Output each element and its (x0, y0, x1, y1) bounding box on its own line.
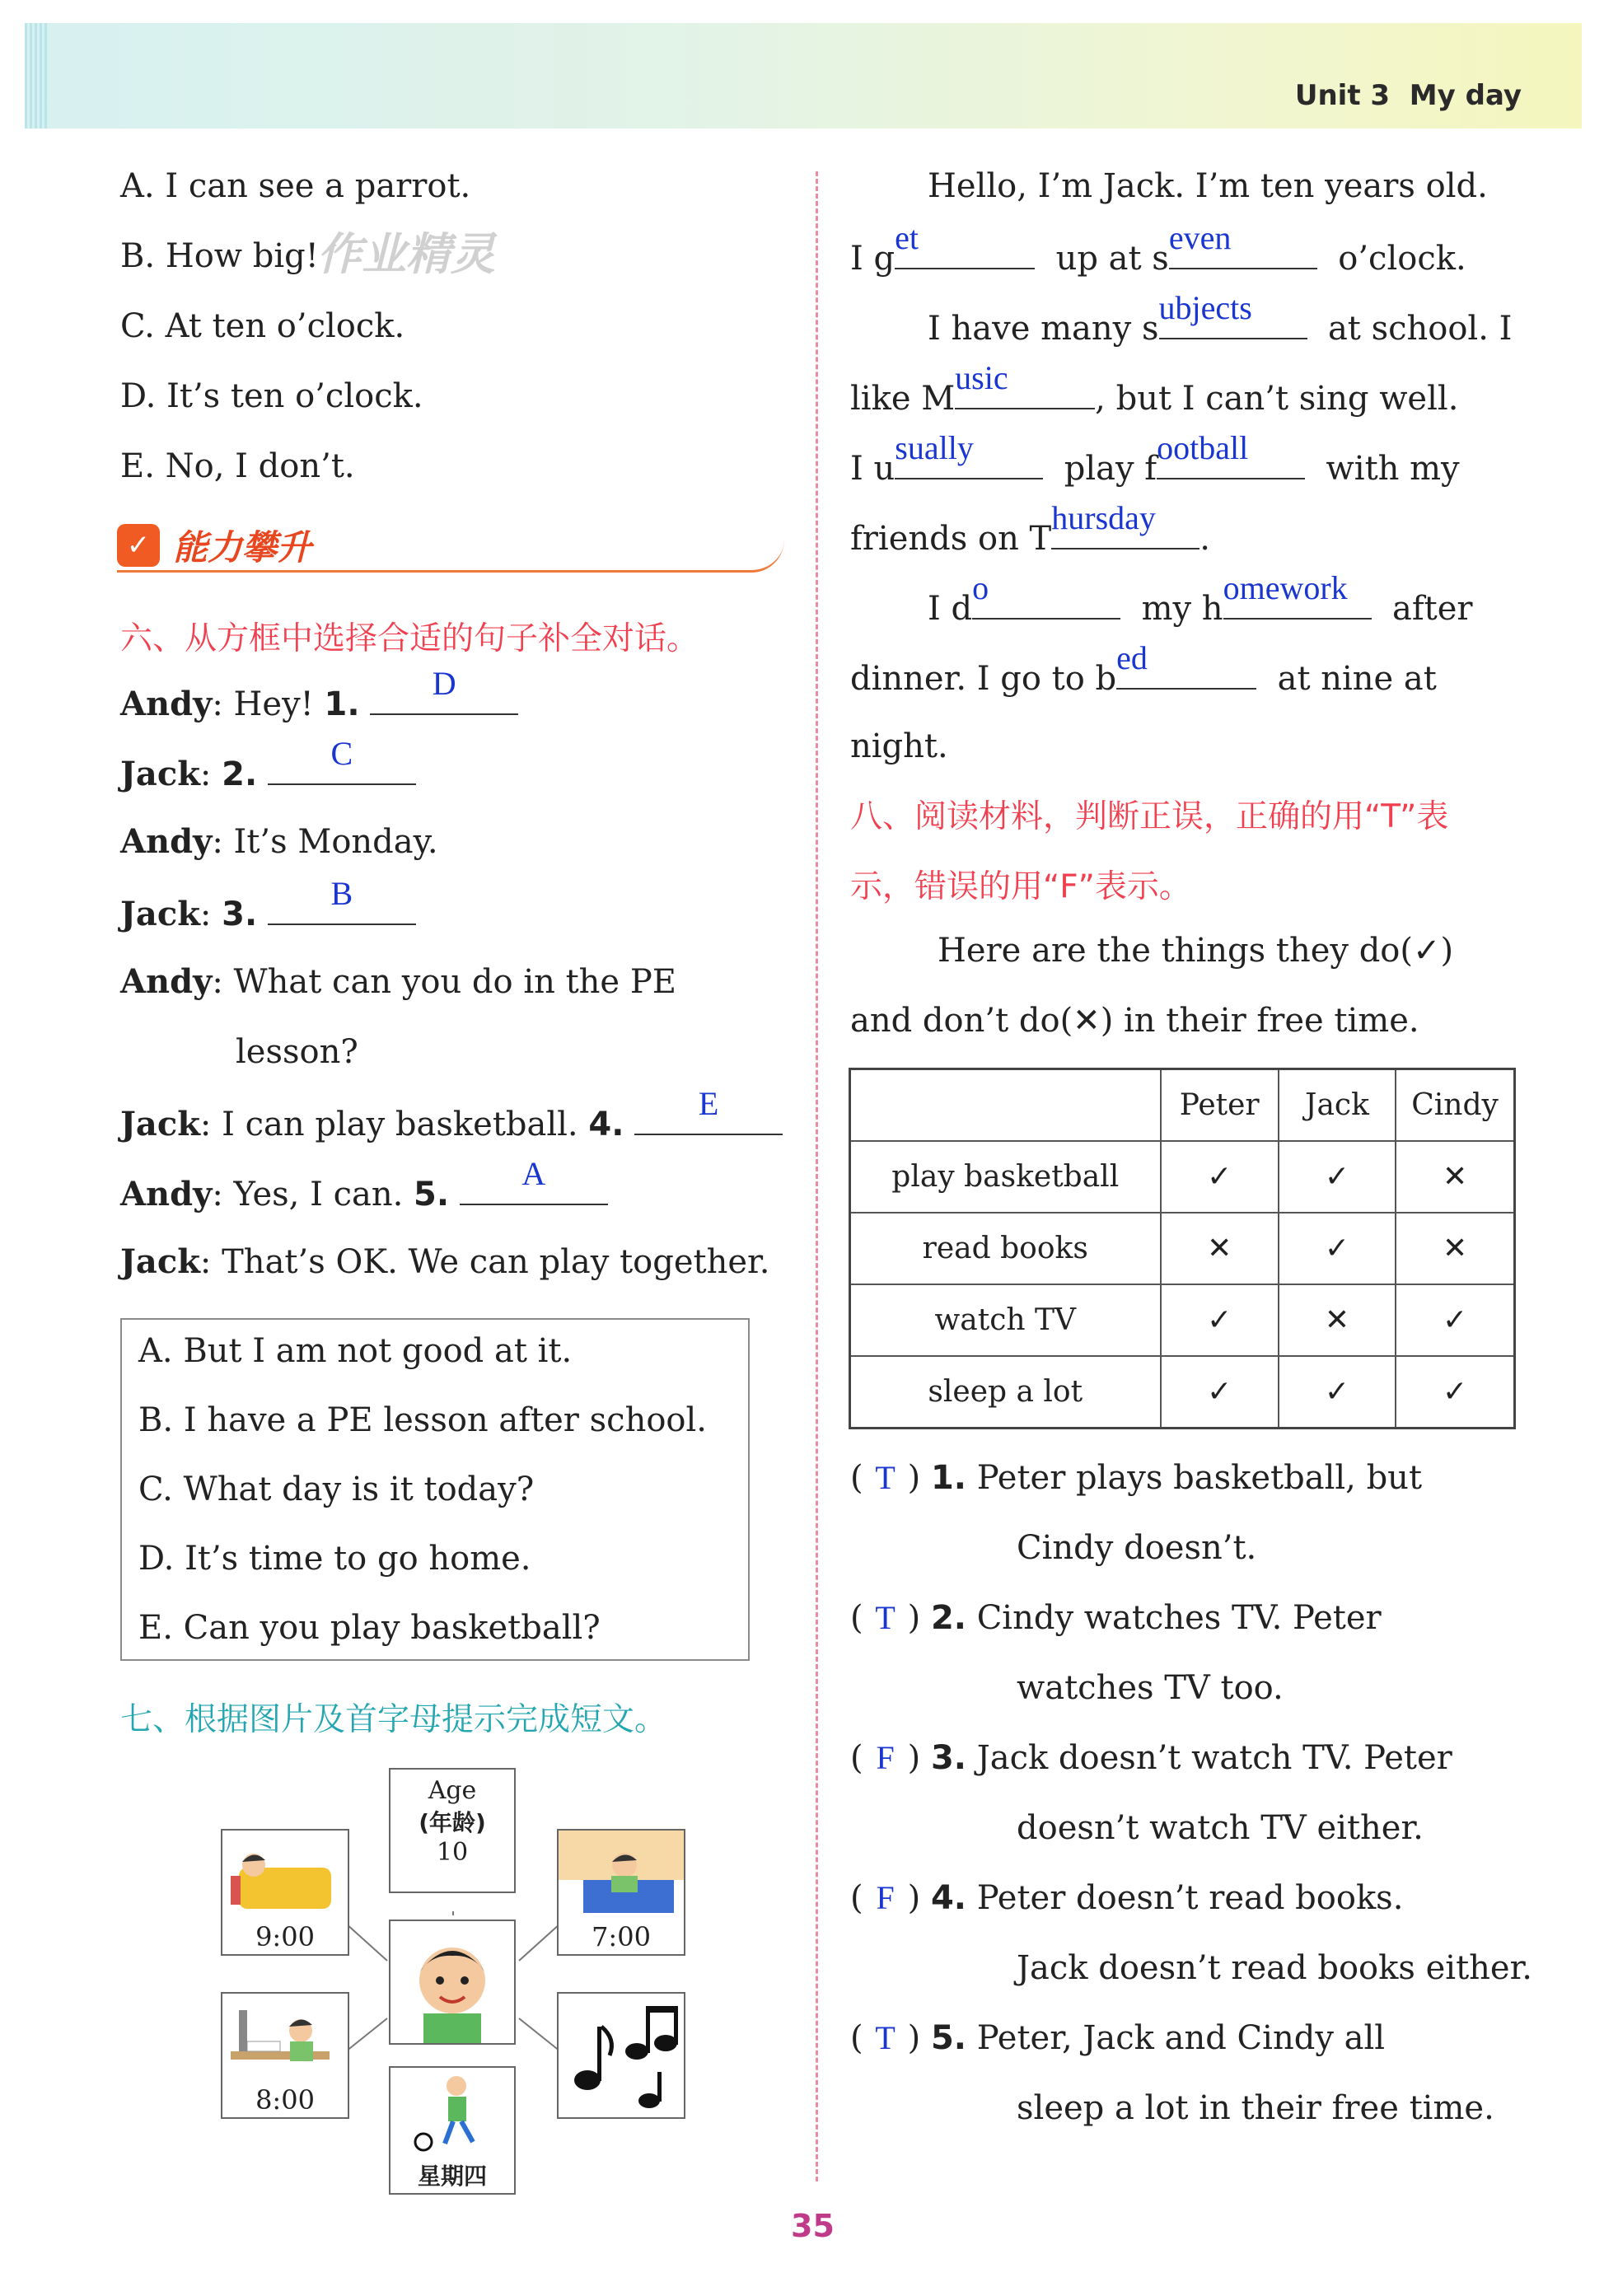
option-d-top: D. It’s ten o’clock. (120, 377, 423, 415)
waking-boy-icon (559, 1831, 684, 1921)
tf-item-4: ( F ) 4. Peter doesn’t read books. (850, 1879, 1404, 1917)
activity-table (849, 1068, 1516, 1429)
q6-line-2: Jack: 2. C (120, 752, 416, 794)
passage-line-1: Hello, I’m Jack. I’m ten years old. (928, 167, 1488, 205)
table-cell: play basketball (850, 1141, 1161, 1213)
football-boy-icon (390, 2068, 514, 2158)
tf-item-2-line-2: watches TV too. (1017, 1669, 1284, 1707)
q6-option-b: B. I have a PE lesson after school. (138, 1401, 707, 1439)
tf-item-3-line-2: doesn’t watch TV either. (1017, 1809, 1424, 1847)
answer-3: B (330, 875, 353, 912)
q6-option-a: A. But I am not good at it. (138, 1332, 573, 1370)
table-cell: ✕ (1396, 1141, 1514, 1213)
table-cell: ✕ (1161, 1213, 1279, 1284)
tf-answer-1: T (875, 1459, 896, 1496)
q6-line-5b: lesson? (236, 1033, 358, 1071)
table-header (850, 1069, 1161, 1142)
table-row (850, 1356, 1515, 1429)
table-cell: ✓ (1279, 1141, 1396, 1213)
age-label: Age (428, 1776, 477, 1805)
q6-line-5: Andy: What can you do in the PE (120, 962, 676, 1001)
section-title: 能力攀升 (173, 527, 312, 568)
table-row (850, 1141, 1515, 1213)
table-row (850, 1213, 1515, 1284)
tf-item-1-line-2: Cindy doesn’t. (1017, 1529, 1257, 1567)
option-e-top: E. No, I don’t. (120, 447, 355, 485)
age-value: 10 (436, 1838, 469, 1867)
answer-subjects: ubjects (1158, 289, 1252, 326)
page-number: 35 (791, 2208, 835, 2244)
answer-music: usic (955, 359, 1008, 396)
answer-do: o (972, 569, 989, 606)
tf-item-1: ( T ) 1. Peter plays basketball, but (850, 1459, 1423, 1497)
tf-item-5: ( T ) 5. Peter, Jack and Cindy all (850, 2019, 1386, 2057)
table-header-row (850, 1069, 1515, 1142)
sleep-picture (221, 1829, 349, 1956)
table-cell: ✕ (1279, 1284, 1396, 1356)
option-c-top: C. At ten o’clock. (120, 307, 405, 345)
wake-time: 7:00 (592, 1921, 651, 1952)
table-cell: read books (850, 1213, 1161, 1284)
answer-thursday: hursday (1051, 499, 1156, 536)
table-cell: ✓ (1161, 1141, 1279, 1213)
answer-get: et (895, 219, 919, 256)
passage-line-6: friends on T hursday . (850, 499, 1210, 558)
q6-line-6: Jack: I can play basketball. 4. E (120, 1102, 783, 1144)
answer-bed: ed (1116, 639, 1148, 676)
passage-line-9: night. (850, 727, 948, 765)
passage-line-4: like M usic , but I can’t sing well. (850, 359, 1459, 418)
tf-answer-4: F (876, 1879, 895, 1916)
passage-line-3: I have many s ubjects at school. I (928, 289, 1513, 348)
passage-line-5: I u sually play f ootball with my (850, 429, 1460, 488)
table-cell: watch TV (850, 1284, 1161, 1356)
homework-time: 8:00 (255, 2084, 315, 2116)
tf-item-3: ( F ) 3. Jack doesn’t watch TV. Peter (850, 1739, 1452, 1777)
homework-boy-icon (222, 1994, 348, 2084)
q6-option-e: E. Can you play basketball? (138, 1609, 601, 1647)
football-day: 星期四 (417, 2163, 487, 2190)
tf-answer-5: T (875, 2019, 896, 2056)
option-b-top: B. How big! (120, 237, 319, 275)
tf-item-5-line-2: sleep a lot in their free time. (1017, 2089, 1494, 2127)
music-picture (557, 1992, 685, 2119)
homework-picture (221, 1992, 349, 2119)
answer-homework: omework (1223, 569, 1348, 606)
unit-title: Unit 3 My day (1294, 79, 1522, 112)
table-cell: ✓ (1396, 1356, 1514, 1429)
table-cell: sleep a lot (850, 1356, 1161, 1429)
q6-line-1: Andy: Hey! 1. D (120, 682, 518, 724)
table-cell: ✕ (1396, 1213, 1514, 1284)
q8-title-1: 八、阅读材料，判断正误，正确的用“T”表 (850, 798, 1449, 835)
tf-answer-2: T (875, 1599, 896, 1636)
q6-line-7: Andy: Yes, I can. 5. A (120, 1172, 608, 1214)
answer-usually: sually (895, 429, 974, 466)
boy-face-icon (390, 1921, 514, 2043)
answer-football: ootball (1157, 429, 1249, 466)
table-cell: ✓ (1396, 1284, 1514, 1356)
passage-line-2: I g et up at s even o’clock. (850, 219, 1466, 278)
q6-line-4: Jack: 3. B (120, 892, 416, 934)
q6-option-d: D. It’s time to go home. (138, 1540, 531, 1578)
option-a-top: A. I can see a parrot. (120, 167, 471, 205)
table-header: Peter (1161, 1069, 1279, 1142)
age-cn: (年龄) (419, 1809, 486, 1836)
sleep-time: 9:00 (255, 1921, 315, 1952)
q8-title-2: 示，错误的用“F”表示。 (850, 868, 1191, 905)
answer-2: C (330, 735, 353, 772)
music-notes-icon (559, 1994, 684, 2117)
table-header: Cindy (1396, 1069, 1514, 1142)
table-cell: ✓ (1279, 1356, 1396, 1429)
header-band (25, 23, 1582, 129)
football-picture (389, 2066, 516, 2195)
answer-4: E (698, 1085, 719, 1122)
table-row (850, 1284, 1515, 1356)
q7-title: 七、根据图片及首字母提示完成短文。 (120, 1701, 667, 1738)
answer-5: A (521, 1155, 546, 1192)
table-cell: ✓ (1161, 1356, 1279, 1429)
q8-intro-1: Here are the things they do(✓) (938, 932, 1454, 970)
ability-icon: ✓ (117, 524, 160, 567)
jack-picture (389, 1920, 516, 2045)
column-divider (816, 171, 818, 2181)
answer-seven: even (1168, 219, 1232, 256)
q6-line-3: Andy: It’s Monday. (120, 822, 438, 861)
passage-line-8: dinner. I go to b ed at nine at (850, 639, 1437, 698)
sleeping-boy-icon (222, 1831, 348, 1921)
table-cell: ✓ (1161, 1284, 1279, 1356)
q6-title: 六、从方框中选择合适的句子补全对话。 (120, 620, 699, 657)
wake-picture (557, 1829, 685, 1956)
watermark: 作业精灵 (317, 228, 495, 280)
q6-line-8: Jack: That’s OK. We can play together. (120, 1242, 770, 1281)
tf-item-4-line-2: Jack doesn’t read books either. (1017, 1949, 1533, 1987)
table-cell: ✓ (1279, 1213, 1396, 1284)
tf-item-2: ( T ) 2. Cindy watches TV. Peter (850, 1599, 1382, 1637)
q6-option-c: C. What day is it today? (138, 1471, 535, 1508)
table-header: Jack (1279, 1069, 1396, 1142)
age-box (389, 1768, 516, 1893)
q8-intro-2: and don’t do(✕) in their free time. (850, 1002, 1419, 1040)
answer-1: D (432, 665, 456, 702)
passage-line-7: I d o my h omework after (928, 569, 1473, 628)
tf-answer-3: F (876, 1739, 895, 1776)
